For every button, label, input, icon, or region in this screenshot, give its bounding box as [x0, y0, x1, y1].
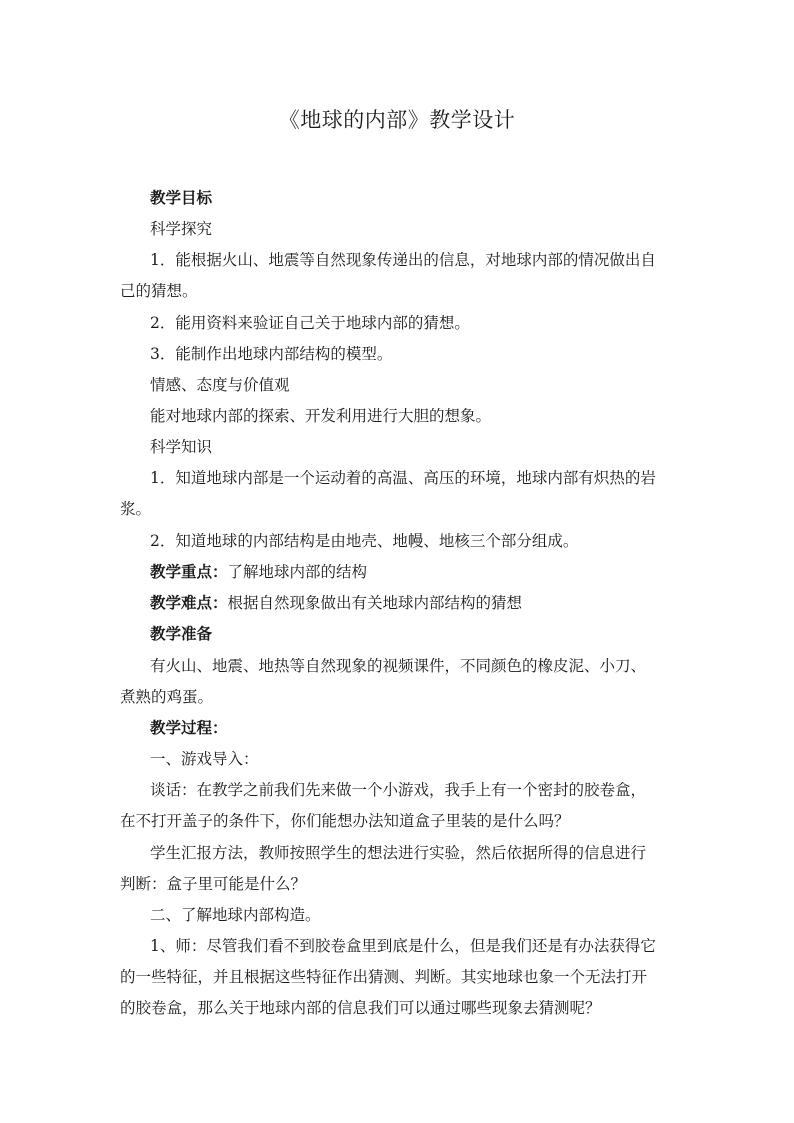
subheading-inquiry: 科学探究	[150, 220, 213, 238]
subheading-attitude: 情感、态度与价值观	[150, 376, 290, 394]
step1-title: 一、游戏导入：	[150, 750, 259, 768]
step1-paragraph-2-line-1: 学生汇报方法，教师按照学生的想法进行实验，然后依据所得的信息进行	[150, 844, 647, 862]
step2-paragraph-1-line-3: 的胶卷盒，那么关于地球内部的信息我们可以通过哪些现象去猜测呢？	[120, 999, 601, 1017]
knowledge-item-2: 2．知道地球的内部结构是由地壳、地幔、地核三个部分组成。	[150, 532, 579, 550]
step1-paragraph-1-line-2: 在不打开盖子的条件下，你们能想办法知道盒子里装的是什么吗？	[120, 812, 570, 830]
subheading-knowledge: 科学知识	[150, 438, 213, 456]
document-title: 《地球的内部》教学设计	[278, 108, 516, 132]
preparation-line-1: 有火山、地震、地热等自然现象的视频课件，不同颜色的橡皮泥、小刀、	[150, 657, 647, 675]
preparation-line-2: 煮熟的鸡蛋。	[120, 688, 214, 706]
step1-paragraph-1-line-1: 谈话：在教学之前我们先来做一个小游戏，我手上有一个密封的胶卷盒，	[150, 781, 647, 799]
difficulty-label: 教学难点：	[150, 593, 228, 612]
key-point-row	[150, 560, 680, 582]
inquiry-item-2: 2．能用资料来验证自己关于地球内部的猜想。	[150, 314, 470, 332]
inquiry-item-1-line-2: 己的猜想。	[120, 282, 198, 300]
key-point-label: 教学重点：	[150, 562, 228, 581]
difficulty-text: 根据自然现象做出有关地球内部结构的猜想	[227, 594, 523, 612]
knowledge-item-1-line-2: 浆。	[120, 500, 152, 518]
step2-paragraph-1-line-2: 的一些特征，并且根据这些特征作出猜测、判断。其实地球也象一个无法打开	[120, 968, 648, 986]
step1-paragraph-2-line-2: 判断：盒子里可能是什么？	[120, 875, 307, 893]
heading-process: 教学过程：	[150, 718, 228, 737]
inquiry-item-3: 3．能制作出地球内部结构的模型。	[150, 345, 393, 363]
inquiry-item-1-line-1: 1．能根据火山、地震等自然现象传递出的信息，对地球内部的情况做出自	[150, 251, 656, 269]
attitude-text: 能对地球内部的探索、开发利用进行大胆的想象。	[150, 407, 492, 425]
heading-preparation: 教学准备	[150, 624, 213, 643]
step2-title: 二、了解地球内部构造。	[150, 906, 321, 924]
difficulty-row	[150, 591, 680, 613]
step2-paragraph-1-line-1: 1、师：尽管我们看不到胶卷盒里到底是什么，但是我们还是有办法获得它	[150, 937, 656, 955]
heading-objectives: 教学目标	[150, 188, 213, 207]
key-point-text: 了解地球内部的结构	[227, 563, 368, 581]
knowledge-item-1-line-1: 1．知道地球内部是一个运动着的高温、高压的环境，地球内部有炽热的岩	[150, 469, 656, 487]
